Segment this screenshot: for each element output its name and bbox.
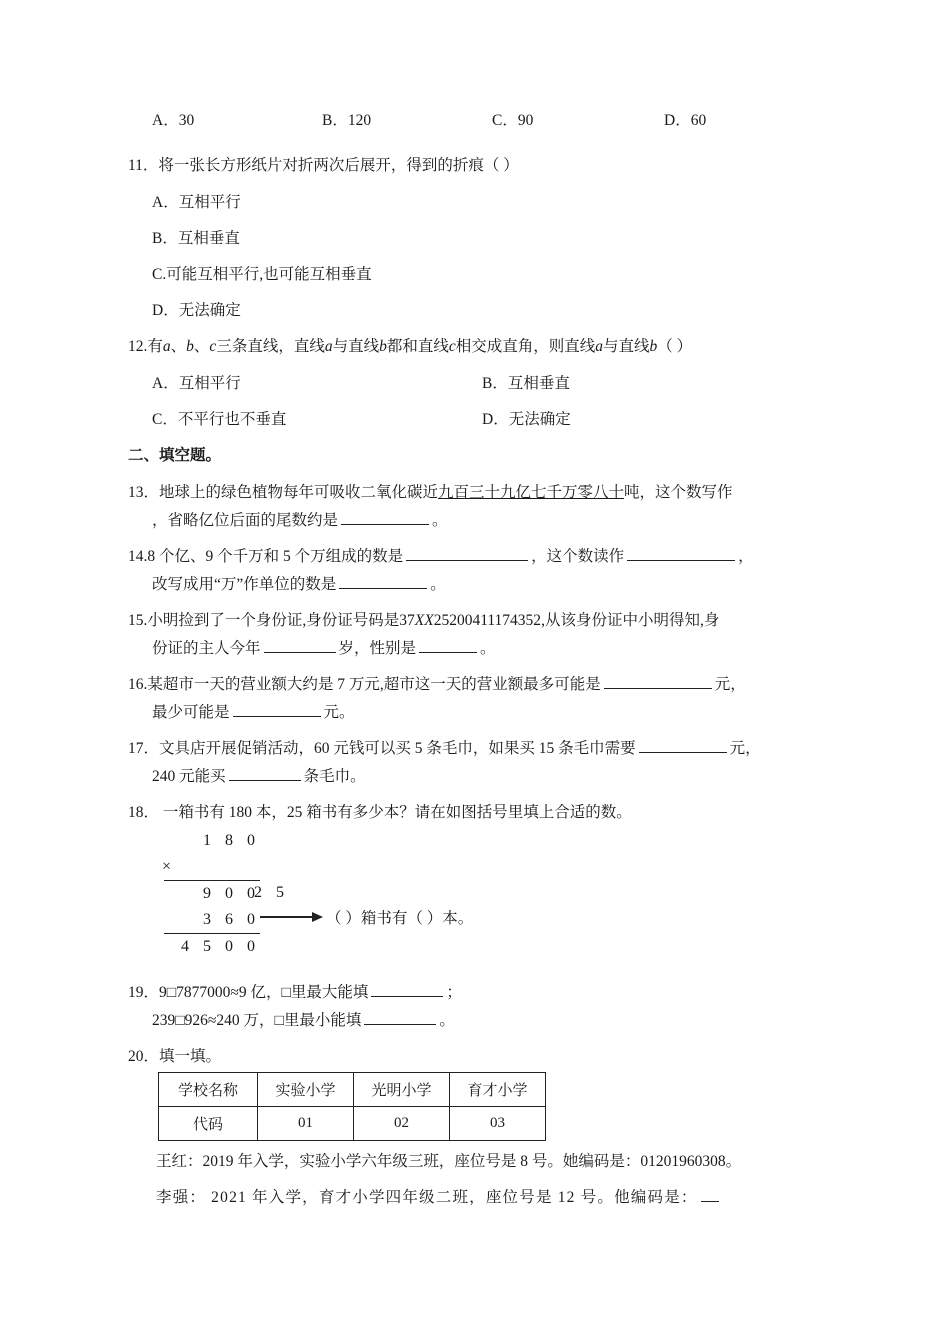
q14-line1: [128, 544, 828, 566]
partial-product-1: 9 0 0: [203, 885, 260, 902]
table-header-code: 代码: [159, 1107, 258, 1141]
q10-options-row: [128, 108, 828, 130]
q12-var-c: c: [209, 338, 217, 355]
q12-var-a: a: [162, 338, 171, 355]
q11-option-d: D．无法确定: [152, 302, 241, 319]
q17-line2: [128, 764, 828, 786]
q12-option-b: B．互相垂直: [482, 375, 570, 392]
q15-text-part2: ,从该身份证中小明得知,身: [541, 612, 720, 629]
q19-answer-blank-max[interactable]: [371, 981, 443, 997]
q16-line2-part1: 最少可能是: [152, 704, 230, 721]
q17-answer-blank-cost[interactable]: [639, 737, 727, 753]
q17-text-part1: 17．文具店开展促销活动，60 元钱可以买 5 条毛巾，如果买 15 条毛巾需要: [128, 740, 636, 757]
q13-text-part1: 13．地球上的绿色植物每年可吸收二氧化碳近: [128, 484, 439, 501]
q20-answer-blank-code[interactable]: [701, 1186, 719, 1202]
q16-answer-blank-max[interactable]: [604, 673, 712, 689]
q18-arrow-text: （ ）箱书有（ ）本。: [326, 910, 474, 927]
q14-answer-blank-3[interactable]: [339, 573, 427, 589]
q10-option-b: B．120: [322, 112, 372, 129]
school-code-table: [158, 1072, 546, 1141]
q19-line1: [128, 980, 828, 1002]
q12-var-a2: a: [324, 338, 333, 355]
q20-note-liqiang: [128, 1185, 828, 1207]
q14-line2-part2: 。: [430, 576, 446, 593]
q13-line2-part2: 。: [432, 512, 448, 529]
q14-line2-part1: 改写成用“万”作单位的数是: [152, 576, 337, 593]
q17-line2-part1: 240 元能买: [152, 768, 226, 785]
q17-line2-part2: 条毛巾。: [303, 768, 366, 785]
table-cell-code-2: 02: [354, 1107, 450, 1141]
q10-option-d: D．60: [664, 112, 707, 129]
multiplication-figure: [162, 828, 289, 960]
q17-line1: [128, 736, 828, 758]
partial-product-2: 3 6 0: [164, 907, 260, 934]
q20-note-liqiang-text: 李强： 2021 年入学，育才小学四年级二班，座位号是 12 号。他编码是：: [156, 1189, 698, 1206]
q11-option-b: B．互相垂直: [152, 230, 240, 247]
table-cell-code-3: 03: [450, 1107, 546, 1141]
q19-line2-part2: 。: [439, 1012, 455, 1029]
multiply-operator: ×: [162, 858, 177, 875]
q12-option-a: A．互相平行: [152, 375, 241, 392]
q16-text-part1: 16.某超市一天的营业额大约是 7 万元,超市这一天的营业额最多可能是: [128, 676, 601, 693]
q15-line2: [128, 636, 828, 658]
q15-id-suffix: 25200411174352: [433, 612, 542, 629]
q13-text-part2: 吨，这个数写作: [624, 484, 733, 501]
q10-option-c: C．90: [492, 112, 534, 129]
q12-stem-part2: 、: [170, 338, 187, 355]
q20-stem: 20．填一填。: [128, 1048, 222, 1065]
q17-text-part2: 元，: [729, 740, 761, 757]
q20-table-wrapper: [128, 1072, 828, 1141]
q19-line2: [128, 1008, 828, 1030]
q12-stem-part4: 三条直线，直线: [216, 338, 325, 355]
q11-option-a: A．互相平行: [152, 194, 241, 211]
q19-line2-part1: 239□926≈240 万，□里最小能填: [152, 1012, 362, 1029]
table-header-school-name: 学校名称: [159, 1073, 258, 1107]
page-content: [128, 108, 828, 1221]
q19-answer-blank-min[interactable]: [364, 1009, 436, 1025]
q12-stem-part9: （ ）: [657, 338, 693, 355]
q15-id-masked: XX: [414, 612, 434, 629]
q12-options-row-2: [128, 407, 828, 429]
multiplicand-row: 1 8 0: [203, 832, 260, 849]
q12-option-c: C．不平行也不垂直: [152, 411, 287, 428]
q12-var-b3: b: [649, 338, 658, 355]
table-cell-school-2: 光明小学: [354, 1073, 450, 1107]
q16-line1: [128, 672, 828, 694]
q16-line2-part2: 元。: [323, 704, 355, 721]
q12-stem-part8: 与直线: [603, 338, 650, 355]
q12-stem: [128, 334, 828, 356]
q18-arrow-annotation: [260, 906, 473, 928]
q15-line2-part2: 岁，性别是: [338, 640, 417, 657]
q12-var-b2: b: [379, 338, 387, 355]
q15-line2-part1: 份证的主人今年: [152, 640, 261, 657]
q12-var-b: b: [186, 338, 194, 355]
table-row: [159, 1107, 546, 1141]
q12-var-c2: c: [448, 338, 456, 355]
right-arrow-icon: [260, 912, 324, 922]
q20-note-wanghong: 王红：2019 年入学，实验小学六年级三班，座位号是 8 号。她编码是：01201960308。: [156, 1153, 742, 1170]
q11-option-c: C.可能互相平行,也可能互相垂直: [152, 266, 372, 283]
q17-answer-blank-count[interactable]: [229, 765, 301, 781]
q14-line2: [128, 572, 828, 594]
q12-stem-part7: 相交成直角，则直线: [455, 338, 596, 355]
q15-id-prefix: 37: [399, 612, 415, 629]
q18-stem: 18． 一箱书有 180 本，25 箱书有多少本？请在如图括号里填上合适的数。: [128, 804, 632, 821]
q14-answer-blank-2[interactable]: [627, 545, 735, 561]
q13-line2-part1: ，省略亿位后面的尾数约是: [152, 512, 339, 529]
q14-text-part3: ，: [738, 548, 754, 565]
q16-line2: [128, 700, 828, 722]
q12-stem-part5: 与直线: [332, 338, 380, 355]
multiplier-value: 2 5: [254, 884, 289, 901]
q14-text-part2: ，这个数读作: [531, 548, 625, 565]
q16-text-part2: 元，: [714, 676, 746, 693]
table-cell-school-3: 育才小学: [450, 1073, 546, 1107]
q12-var-a3: a: [595, 338, 604, 355]
table-cell-school-1: 实验小学: [258, 1073, 354, 1107]
q15-text-part1: 15.小明捡到了一个身份证,身份证号码是: [128, 612, 400, 629]
q12-option-d: D．无法确定: [482, 411, 571, 428]
q15-line2-part3: 。: [480, 640, 496, 657]
q14-text-part1: 14.8 个亿、9 个千万和 5 个万组成的数是: [128, 548, 404, 565]
final-product: 4 5 0 0: [181, 938, 260, 955]
q10-option-a: A．30: [152, 112, 195, 129]
q13-line2: [128, 508, 828, 530]
q16-answer-blank-min[interactable]: [233, 701, 321, 717]
q12-options-row-1: [128, 371, 828, 393]
q11-stem: 11．将一张长方形纸片对折两次后展开，得到的折痕（ ）: [128, 157, 519, 174]
q15-line1: [128, 608, 828, 630]
section-heading-fill-in-blank: 二、填空题。: [128, 447, 222, 464]
q19-line1-part2: ；: [446, 984, 462, 1001]
q18-vertical-multiplication: [128, 828, 828, 968]
table-row: [159, 1073, 546, 1107]
q13-underlined-number: 九百三十九亿七千万零八十: [438, 484, 625, 501]
q13-line1: [128, 480, 828, 502]
q12-stem-part6: 都和直线: [386, 338, 449, 355]
q12-stem-part1: 12.有: [128, 338, 163, 355]
q15-answer-blank-age[interactable]: [264, 637, 336, 653]
q14-answer-blank-1[interactable]: [406, 545, 528, 561]
q19-line1-part1: 19．9□7877000≈9 亿，□里最大能填: [128, 984, 369, 1001]
table-cell-code-1: 01: [258, 1107, 354, 1141]
q15-answer-blank-gender[interactable]: [419, 637, 477, 653]
q13-answer-blank-1[interactable]: [341, 509, 429, 525]
q12-stem-part3: 、: [193, 338, 210, 355]
